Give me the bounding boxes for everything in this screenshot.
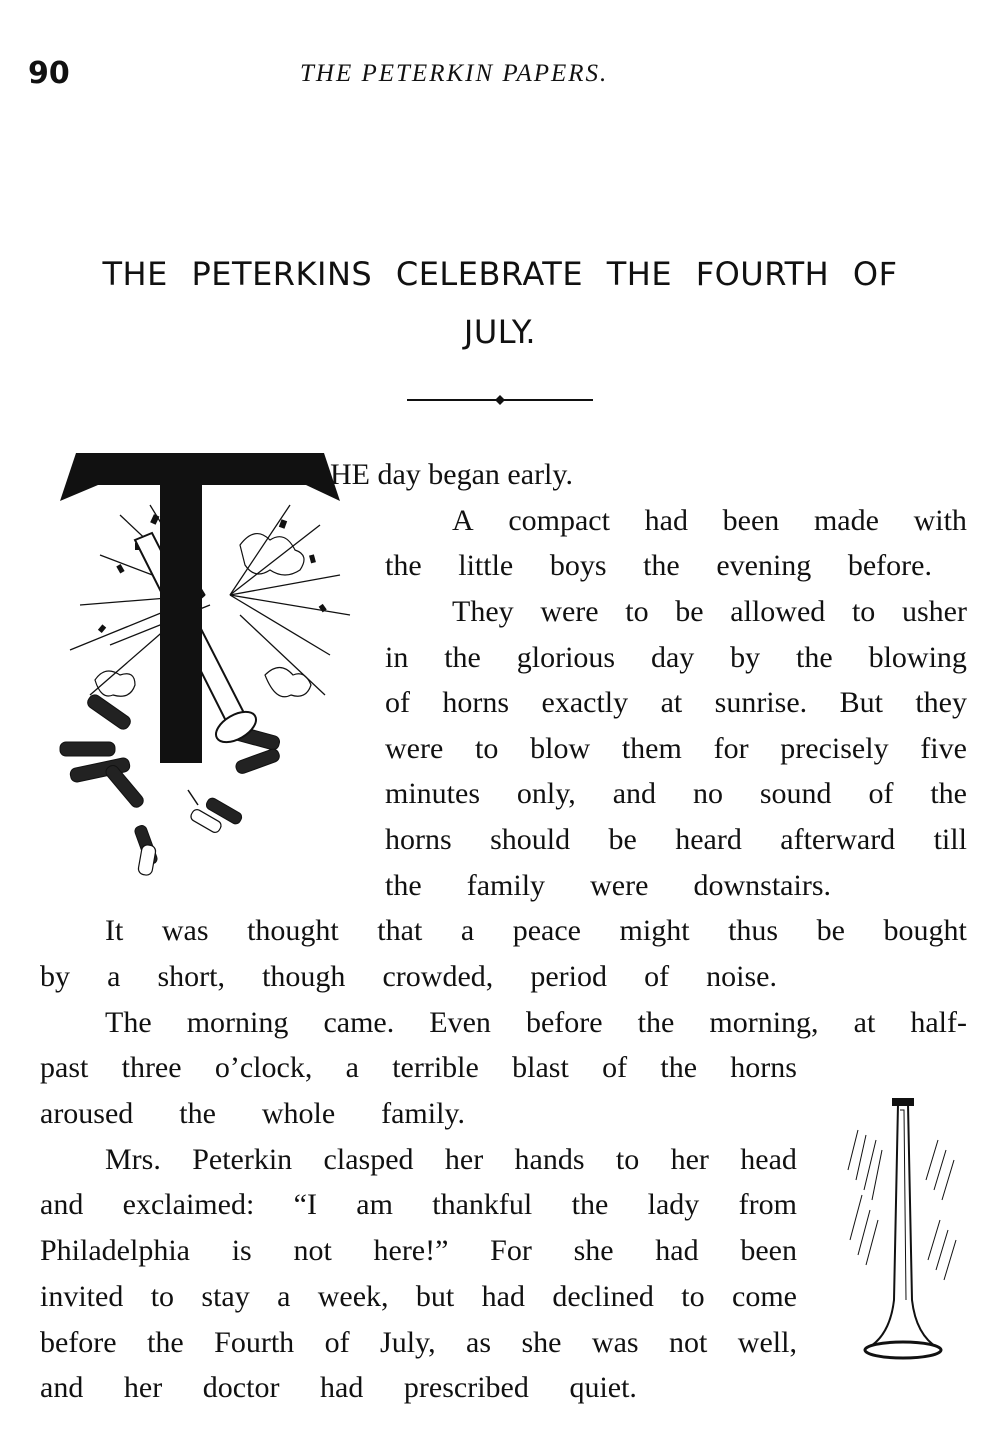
body-line-19: invited to stay a week, but had declined to come (40, 1280, 797, 1313)
body-line-18: Philadelphia is not here!” For she had been (40, 1234, 797, 1267)
chapter-title-line-1: THE PETERKINS CELEBRATE THE FOURTH OF (102, 255, 898, 293)
body-line-17: and exclaimed: “I am thankful the lady from (40, 1188, 797, 1221)
body-line-3: the little boys the evening before. (385, 549, 932, 582)
body-line-7: were to blow them for precisely five (385, 732, 967, 765)
body-line-15: aroused the whole family. (40, 1097, 465, 1130)
body-line-13: The morning came. Even before the morning, at half- (105, 1006, 967, 1039)
svg-text:T: T (40, 445, 41, 446)
chapter-title-line-2: JULY. (463, 313, 537, 351)
drop-cap-illustration (40, 445, 360, 895)
body-line-21: and her doctor had prescribed quiet. (40, 1371, 637, 1404)
body-line-4: They were to be allowed to usher (452, 595, 967, 628)
body-line-11: It was thought that a peace might thus be bought (105, 914, 967, 947)
body-line-20: before the Fourth of July, as she was not well, (40, 1326, 797, 1359)
body-line-2: A compact had been made with (452, 504, 967, 537)
body-line-5: in the glorious day by the blowing (385, 641, 967, 674)
body-line-6: of horns exactly at sunrise. But they (385, 686, 967, 719)
body-line-8: minutes only, and no sound of the (385, 777, 967, 810)
body-line-1: HE day began early. (330, 458, 573, 491)
page-number: 90 (28, 56, 70, 91)
divider-ornament (405, 392, 595, 408)
body-line-16: Mrs. Peterkin clasped her hands to her head (105, 1143, 797, 1176)
body-line-10: the family were downstairs. (385, 869, 831, 902)
horn-illustration (828, 1090, 978, 1375)
body-line-14: past three o’clock, a terrible blast of the horns (40, 1051, 797, 1084)
running-title: THE PETERKIN PAPERS. (300, 60, 609, 87)
chapter-title (40, 252, 960, 354)
body-line-9: horns should be heard afterward till (385, 823, 967, 856)
body-line-12: by a short, though crowded, period of noise. (40, 960, 777, 993)
